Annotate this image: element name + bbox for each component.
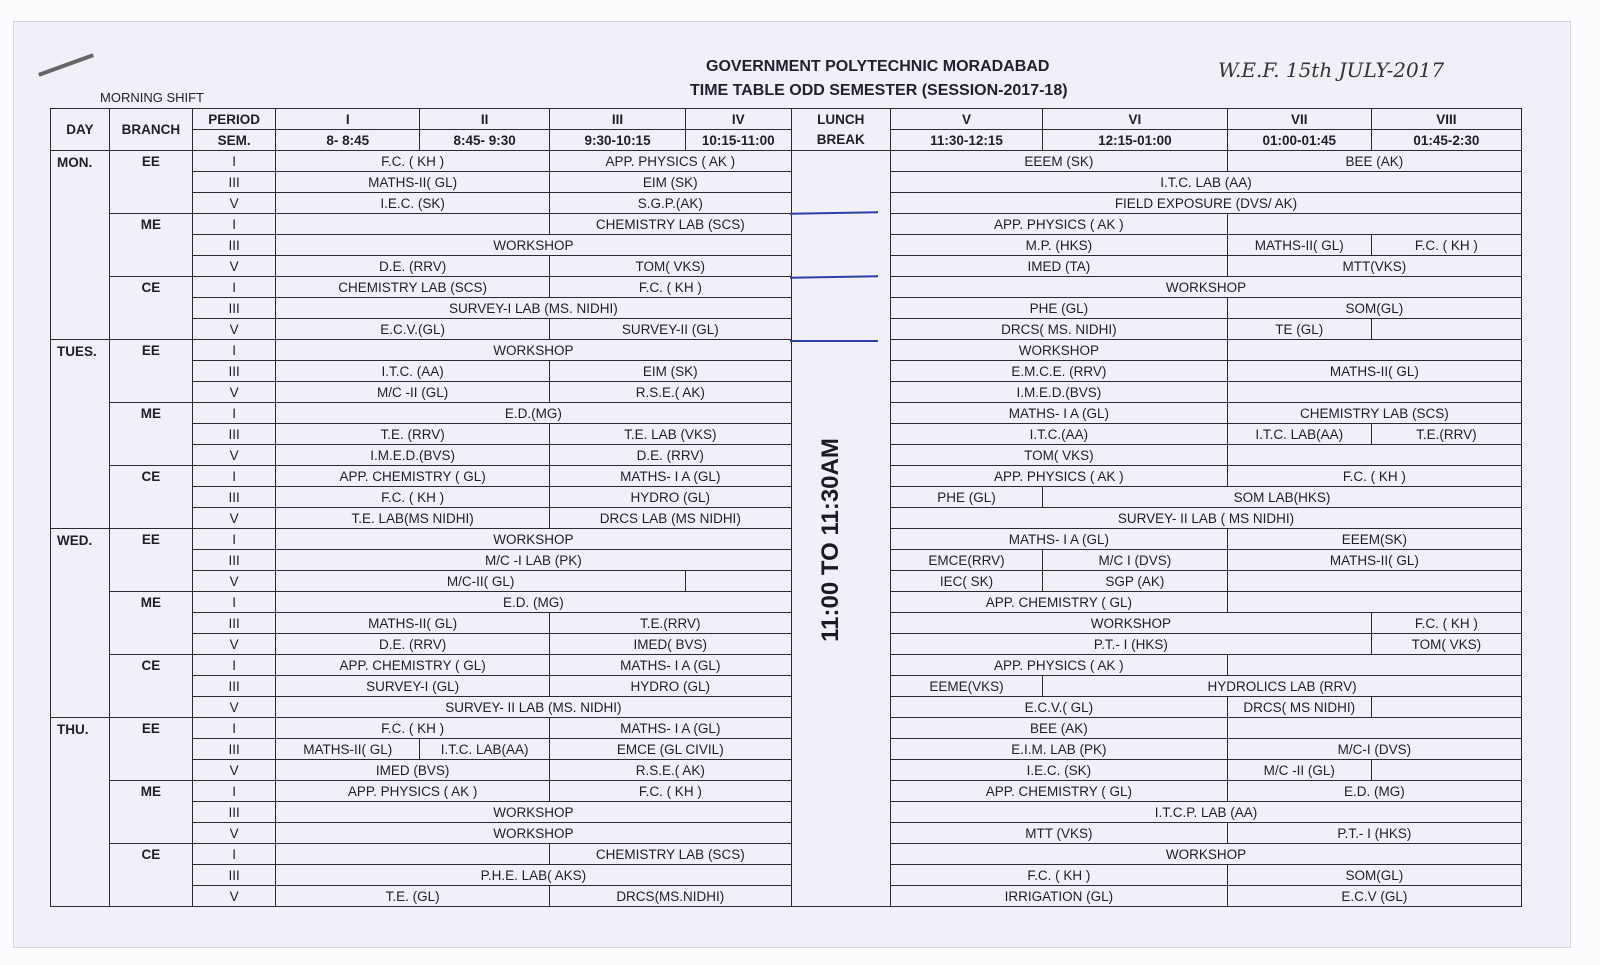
- shift-label: MORNING SHIFT: [100, 90, 204, 105]
- class-cell: P.T.- I (HKS): [1227, 823, 1521, 844]
- class-cell: F.C. ( KH ): [276, 151, 550, 172]
- period-col: III: [550, 109, 686, 130]
- class-cell: D.E. (RRV): [276, 256, 550, 277]
- class-cell: [1371, 760, 1521, 781]
- class-cell: APP. PHYSICS ( AK ): [550, 151, 791, 172]
- branch-header: BRANCH: [109, 109, 192, 151]
- sem-cell: I: [193, 592, 276, 613]
- timetable-row: [51, 655, 1522, 676]
- branch-cell: EE: [109, 340, 192, 403]
- class-cell: MATHS- I A (GL): [890, 403, 1227, 424]
- class-cell: SURVEY-II (GL): [550, 319, 791, 340]
- class-cell: MATHS-II( GL): [276, 739, 420, 760]
- timetable-row: [51, 550, 1522, 571]
- branch-cell: EE: [109, 529, 192, 592]
- class-cell: MATHS-II( GL): [1227, 550, 1521, 571]
- branch-cell: ME: [109, 403, 192, 466]
- sem-cell: V: [193, 508, 276, 529]
- lunch-header: LUNCH: [791, 109, 890, 130]
- class-cell: F.C. ( KH ): [550, 781, 791, 802]
- class-cell: APP. PHYSICS ( AK ): [276, 781, 550, 802]
- class-cell: DRCS( MS. NIDHI): [890, 319, 1227, 340]
- class-cell: MTT (VKS): [890, 823, 1227, 844]
- class-cell: MATHS- I A (GL): [550, 718, 791, 739]
- branch-cell: ME: [109, 781, 192, 844]
- class-cell: F.C. ( KH ): [276, 718, 550, 739]
- class-cell: MATHS-II( GL): [1227, 361, 1521, 382]
- class-cell: E.D. (MG): [276, 592, 791, 613]
- class-cell: APP. PHYSICS ( AK ): [890, 214, 1227, 235]
- class-cell: R.S.E.( AK): [550, 760, 791, 781]
- class-cell: EIM (SK): [550, 172, 791, 193]
- class-cell: IEC( SK): [890, 571, 1042, 592]
- period-col: VIII: [1371, 109, 1521, 130]
- class-cell: T.E. (RRV): [276, 424, 550, 445]
- class-cell: [1371, 697, 1521, 718]
- class-cell: F.C. ( KH ): [1371, 613, 1521, 634]
- class-cell: T.E. LAB (VKS): [550, 424, 791, 445]
- class-cell: E.M.C.E. (RRV): [890, 361, 1227, 382]
- class-cell: HYDRO (GL): [550, 487, 791, 508]
- class-cell: SURVEY-I (GL): [276, 676, 550, 697]
- branch-cell: CE: [109, 277, 192, 340]
- class-cell: DRCS( MS NIDHI): [1227, 697, 1371, 718]
- class-cell: TOM( VKS): [550, 256, 791, 277]
- class-cell: D.E. (RRV): [550, 445, 791, 466]
- day-cell: WED.: [51, 529, 110, 718]
- class-cell: D.E. (RRV): [276, 634, 550, 655]
- sem-cell: I: [193, 718, 276, 739]
- class-cell: I.T.C.P. LAB (AA): [890, 802, 1521, 823]
- class-cell: CHEMISTRY LAB (SCS): [1227, 403, 1521, 424]
- sem-cell: I: [193, 781, 276, 802]
- class-cell: [276, 214, 550, 235]
- class-cell: EEEM (SK): [890, 151, 1227, 172]
- break-header: BREAK: [791, 130, 890, 151]
- sem-cell: III: [193, 172, 276, 193]
- sem-cell: V: [193, 823, 276, 844]
- class-cell: T.E.(RRV): [550, 613, 791, 634]
- period-col: V: [890, 109, 1042, 130]
- sem-cell: III: [193, 802, 276, 823]
- class-cell: WORKSHOP: [276, 340, 791, 361]
- class-cell: APP. PHYSICS ( AK ): [890, 655, 1227, 676]
- timetable-title: TIME TABLE ODD SEMESTER (SESSION-2017-18): [690, 82, 1068, 99]
- sem-cell: V: [193, 319, 276, 340]
- class-cell: FIELD EXPOSURE (DVS/ AK): [890, 193, 1521, 214]
- class-cell: MATHS- I A (GL): [550, 655, 791, 676]
- class-cell: SURVEY- II LAB ( MS NIDHI): [890, 508, 1521, 529]
- class-cell: M.P. (HKS): [890, 235, 1227, 256]
- class-cell: TOM( VKS): [890, 445, 1227, 466]
- class-cell: SURVEY- II LAB (MS. NIDHI): [276, 697, 791, 718]
- period-col: IV: [686, 109, 792, 130]
- class-cell: I.T.C. LAB(AA): [1227, 424, 1371, 445]
- sem-cell: V: [193, 382, 276, 403]
- sem-cell: V: [193, 886, 276, 907]
- period-col: I: [276, 109, 420, 130]
- class-cell: [1227, 445, 1521, 466]
- timetable-row: [51, 256, 1522, 277]
- sem-header: SEM.: [193, 130, 276, 151]
- day-cell: MON.: [51, 151, 110, 340]
- class-cell: IMED (BVS): [276, 760, 550, 781]
- sem-cell: III: [193, 676, 276, 697]
- lunch-time-label: 11:00 TO 11:30AM: [817, 438, 844, 642]
- class-cell: WORKSHOP: [276, 823, 791, 844]
- effective-date: W.E.F. 15th JULY-2017: [1218, 58, 1445, 82]
- timetable-row: [51, 529, 1522, 550]
- class-cell: E.C.V (GL): [1227, 886, 1521, 907]
- class-cell: EIM (SK): [550, 361, 791, 382]
- timetable-row: [51, 382, 1522, 403]
- timetable-row: [51, 403, 1522, 424]
- class-cell: [1227, 655, 1521, 676]
- class-cell: MATHS- I A (GL): [550, 466, 791, 487]
- time-col: 01:45-2:30: [1371, 130, 1521, 151]
- branch-cell: CE: [109, 466, 192, 529]
- class-cell: [1227, 718, 1521, 739]
- sem-cell: V: [193, 445, 276, 466]
- timetable-row: [51, 781, 1522, 802]
- class-cell: M/C-II( GL): [276, 571, 686, 592]
- branch-cell: EE: [109, 718, 192, 781]
- ink-divider: [790, 340, 878, 342]
- class-cell: APP. PHYSICS ( AK ): [890, 466, 1227, 487]
- class-cell: E.D. (MG): [1227, 781, 1521, 802]
- class-cell: TOM( VKS): [1371, 634, 1521, 655]
- class-cell: IMED( BVS): [550, 634, 791, 655]
- timetable-row: [51, 718, 1522, 739]
- timetable-row: [51, 298, 1522, 319]
- sem-cell: V: [193, 697, 276, 718]
- timetable-row: [51, 172, 1522, 193]
- timetable-row: [51, 466, 1522, 487]
- header-row-times: [51, 130, 1522, 151]
- timetable-row: [51, 487, 1522, 508]
- class-cell: E.C.V.( GL): [890, 697, 1227, 718]
- timetable-row: [51, 739, 1522, 760]
- timetable-row: [51, 634, 1522, 655]
- time-col: 8:45- 9:30: [420, 130, 550, 151]
- class-cell: MATHS-II( GL): [276, 613, 550, 634]
- timetable-row: [51, 613, 1522, 634]
- sem-cell: I: [193, 403, 276, 424]
- class-cell: BEE (AK): [890, 718, 1227, 739]
- class-cell: F.C. ( KH ): [1371, 235, 1521, 256]
- class-cell: CHEMISTRY LAB (SCS): [550, 214, 791, 235]
- timetable-row: [51, 697, 1522, 718]
- sem-cell: III: [193, 298, 276, 319]
- class-cell: I.M.E.D.(BVS): [890, 382, 1227, 403]
- sem-cell: I: [193, 277, 276, 298]
- class-cell: [1227, 592, 1521, 613]
- branch-cell: CE: [109, 844, 192, 907]
- class-cell: CHEMISTRY LAB (SCS): [550, 844, 791, 865]
- class-cell: SGP (AK): [1043, 571, 1228, 592]
- class-cell: E.D.(MG): [276, 403, 791, 424]
- sem-cell: III: [193, 361, 276, 382]
- class-cell: MATHS-II( GL): [1227, 235, 1371, 256]
- class-cell: F.C. ( KH ): [890, 865, 1227, 886]
- class-cell: WORKSHOP: [890, 277, 1521, 298]
- class-cell: APP. CHEMISTRY ( GL): [276, 655, 550, 676]
- timetable-row: [51, 361, 1522, 382]
- branch-cell: ME: [109, 592, 192, 655]
- timetable-row: [51, 865, 1522, 886]
- class-cell: E.I.M. LAB (PK): [890, 739, 1227, 760]
- time-col: 8- 8:45: [276, 130, 420, 151]
- timetable-row: [51, 571, 1522, 592]
- class-cell: CHEMISTRY LAB (SCS): [276, 277, 550, 298]
- class-cell: [1227, 214, 1521, 235]
- class-cell: SURVEY-I LAB (MS. NIDHI): [276, 298, 791, 319]
- class-cell: APP. CHEMISTRY ( GL): [890, 781, 1227, 802]
- header-row-periods: [51, 109, 1522, 130]
- class-cell: SOM(GL): [1227, 865, 1521, 886]
- branch-cell: EE: [109, 151, 192, 214]
- sem-cell: I: [193, 340, 276, 361]
- class-cell: F.C. ( KH ): [276, 487, 550, 508]
- class-cell: EEME(VKS): [890, 676, 1042, 697]
- class-cell: WORKSHOP: [276, 529, 791, 550]
- class-cell: EMCE (GL CIVIL): [550, 739, 791, 760]
- class-cell: T.E. (GL): [276, 886, 550, 907]
- sem-cell: I: [193, 844, 276, 865]
- time-col: 9:30-10:15: [550, 130, 686, 151]
- sem-cell: I: [193, 214, 276, 235]
- sem-cell: III: [193, 865, 276, 886]
- class-cell: M/C -II (GL): [276, 382, 550, 403]
- timetable-row: [51, 508, 1522, 529]
- period-col: VI: [1043, 109, 1228, 130]
- day-cell: THU.: [51, 718, 110, 907]
- class-cell: IRRIGATION (GL): [890, 886, 1227, 907]
- class-cell: P.T.- I (HKS): [890, 634, 1371, 655]
- class-cell: M/C -II (GL): [1227, 760, 1371, 781]
- sem-cell: V: [193, 760, 276, 781]
- sem-cell: I: [193, 529, 276, 550]
- class-cell: [276, 844, 550, 865]
- sem-cell: V: [193, 634, 276, 655]
- class-cell: HYDRO (GL): [550, 676, 791, 697]
- class-cell: I.T.C. LAB (AA): [890, 172, 1521, 193]
- class-cell: [1227, 571, 1521, 592]
- time-col: 01:00-01:45: [1227, 130, 1371, 151]
- timetable-row: [51, 214, 1522, 235]
- class-cell: R.S.E.( AK): [550, 382, 791, 403]
- class-cell: PHE (GL): [890, 298, 1227, 319]
- class-cell: M/C -I LAB (PK): [276, 550, 791, 571]
- timetable-row: [51, 340, 1522, 361]
- class-cell: SOM(GL): [1227, 298, 1521, 319]
- lunch-break-column: [806, 415, 856, 665]
- sem-cell: III: [193, 487, 276, 508]
- sem-cell: I: [193, 655, 276, 676]
- sem-cell: III: [193, 739, 276, 760]
- day-header: DAY: [51, 109, 110, 151]
- class-cell: I.T.C. LAB(AA): [420, 739, 550, 760]
- class-cell: [1227, 340, 1521, 361]
- class-cell: M/C-I (DVS): [1227, 739, 1521, 760]
- period-col: II: [420, 109, 550, 130]
- sem-cell: I: [193, 151, 276, 172]
- class-cell: IMED (TA): [890, 256, 1227, 277]
- period-header: PERIOD: [193, 109, 276, 130]
- class-cell: E.C.V.(GL): [276, 319, 550, 340]
- timetable-row: [51, 592, 1522, 613]
- class-cell: EMCE(RRV): [890, 550, 1042, 571]
- class-cell: APP. CHEMISTRY ( GL): [276, 466, 550, 487]
- class-cell: EEEM(SK): [1227, 529, 1521, 550]
- branch-cell: ME: [109, 214, 192, 277]
- class-cell: I.M.E.D.(BVS): [276, 445, 550, 466]
- class-cell: I.E.C. (SK): [276, 193, 550, 214]
- sem-cell: V: [193, 256, 276, 277]
- timetable-row: [51, 823, 1522, 844]
- class-cell: WORKSHOP: [890, 844, 1521, 865]
- timetable-row: [51, 802, 1522, 823]
- class-cell: MATHS- I A (GL): [890, 529, 1227, 550]
- class-cell: TE (GL): [1227, 319, 1371, 340]
- timetable-row: [51, 886, 1522, 907]
- class-cell: [1371, 319, 1521, 340]
- class-cell: S.G.P.(AK): [550, 193, 791, 214]
- class-cell: PHE (GL): [890, 487, 1042, 508]
- class-cell: M/C I (DVS): [1043, 550, 1228, 571]
- class-cell: HYDROLICS LAB (RRV): [1043, 676, 1522, 697]
- class-cell: I.T.C. (AA): [276, 361, 550, 382]
- timetable-row: [51, 844, 1522, 865]
- sem-cell: I: [193, 466, 276, 487]
- sem-cell: III: [193, 235, 276, 256]
- period-col: VII: [1227, 109, 1371, 130]
- class-cell: MTT(VKS): [1227, 256, 1521, 277]
- class-cell: WORKSHOP: [890, 340, 1227, 361]
- time-col: 11:30-12:15: [890, 130, 1042, 151]
- sem-cell: III: [193, 424, 276, 445]
- class-cell: APP. CHEMISTRY ( GL): [890, 592, 1227, 613]
- sem-cell: V: [193, 193, 276, 214]
- sem-cell: III: [193, 613, 276, 634]
- class-cell: I.E.C. (SK): [890, 760, 1227, 781]
- timetable-row: [51, 235, 1522, 256]
- timetable-row: [51, 445, 1522, 466]
- class-cell: WORKSHOP: [890, 613, 1371, 634]
- timetable-row: [51, 193, 1522, 214]
- timetable-row: [51, 424, 1522, 445]
- day-cell: TUES.: [51, 340, 110, 529]
- class-cell: T.E. LAB(MS NIDHI): [276, 508, 550, 529]
- class-cell: DRCS(MS.NIDHI): [550, 886, 791, 907]
- class-cell: F.C. ( KH ): [550, 277, 791, 298]
- class-cell: F.C. ( KH ): [1227, 466, 1521, 487]
- timetable-row: [51, 277, 1522, 298]
- class-cell: WORKSHOP: [276, 802, 791, 823]
- sem-cell: III: [193, 550, 276, 571]
- timetable-grid: [50, 108, 1522, 907]
- class-cell: T.E.(RRV): [1371, 424, 1521, 445]
- timetable-row: [51, 151, 1522, 172]
- class-cell: I.T.C.(AA): [890, 424, 1227, 445]
- class-cell: DRCS LAB (MS NIDHI): [550, 508, 791, 529]
- class-cell: [686, 571, 792, 592]
- class-cell: WORKSHOP: [276, 235, 791, 256]
- timetable-row: [51, 676, 1522, 697]
- college-name: GOVERNMENT POLYTECHNIC MORADABAD: [706, 58, 1050, 75]
- class-cell: MATHS-II( GL): [276, 172, 550, 193]
- time-col: 10:15-11:00: [686, 130, 792, 151]
- timetable-row: [51, 319, 1522, 340]
- class-cell: P.H.E. LAB( AKS): [276, 865, 791, 886]
- sem-cell: V: [193, 571, 276, 592]
- class-cell: SOM LAB(HKS): [1043, 487, 1522, 508]
- timetable-row: [51, 760, 1522, 781]
- class-cell: [1227, 382, 1521, 403]
- time-col: 12:15-01:00: [1043, 130, 1228, 151]
- class-cell: BEE (AK): [1227, 151, 1521, 172]
- branch-cell: CE: [109, 655, 192, 718]
